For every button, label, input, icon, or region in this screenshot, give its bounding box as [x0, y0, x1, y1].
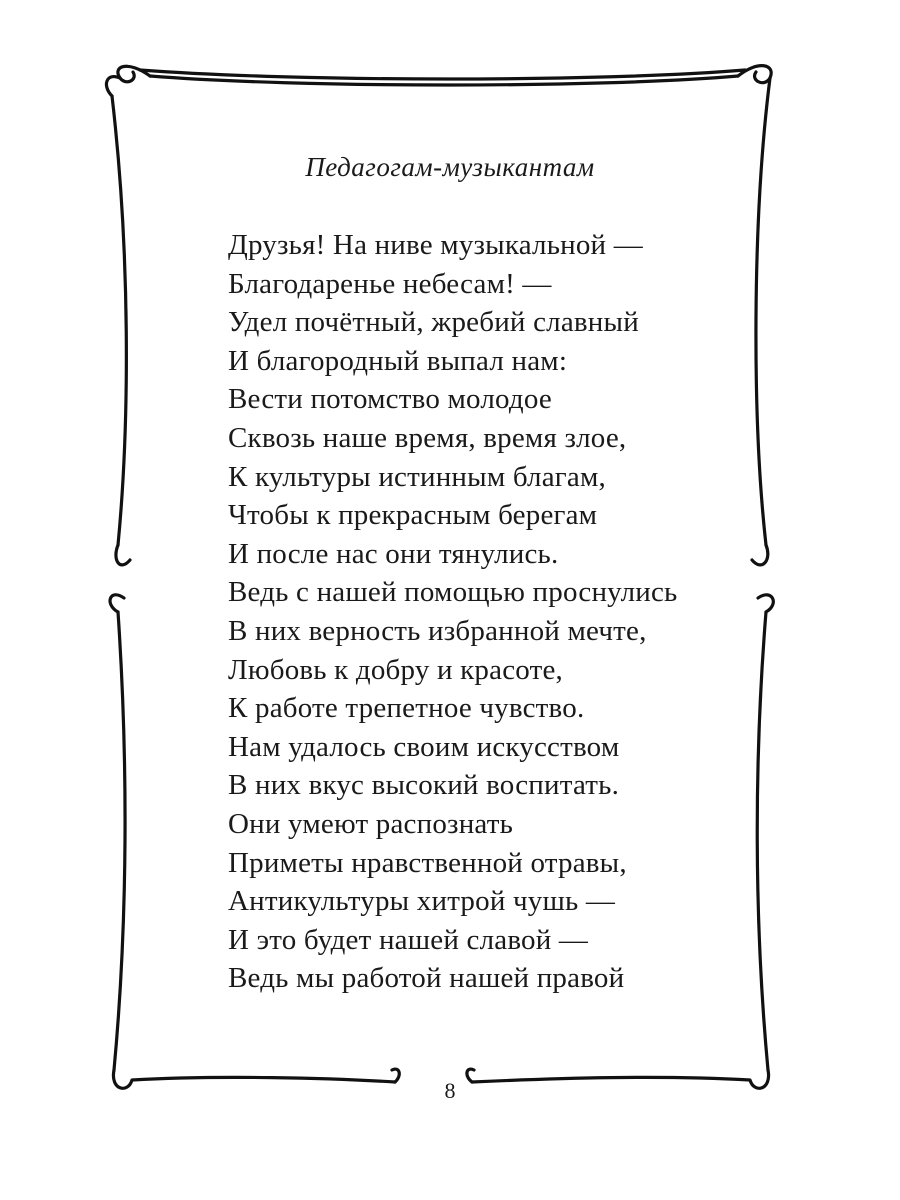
poem-line: Чтобы к прекрасным берегам: [228, 499, 598, 532]
poem-line: В них верность избранной мечте,: [228, 614, 647, 647]
flourish-top-left: [118, 66, 150, 81]
border-left-lower: [114, 612, 125, 1070]
flourish-top-left-2: [106, 77, 120, 96]
border-right-lower: [757, 612, 768, 1070]
poem-line: И это будет нашей славой —: [228, 923, 589, 956]
poem-line: Друзья! На ниве музыкальной —: [228, 229, 643, 261]
poem-line: Вести потомство молодое: [228, 383, 552, 416]
poem-line: Ведь мы работой нашей правой: [228, 962, 625, 995]
flourish-right-mid-top: [752, 545, 768, 565]
page-number: 8: [444, 1078, 456, 1103]
flourish-right-mid-bottom: [758, 595, 773, 612]
poem-line: Ведь с нашей помощью проснулись: [228, 576, 678, 609]
poem-line: И благородный выпал нам:: [228, 344, 568, 377]
border-top: [140, 70, 745, 79]
poem-line: В них вкус высокий воспитать.: [228, 769, 620, 802]
poem-line: И после нас они тянулись.: [228, 537, 559, 570]
flourish-top-right: [738, 66, 771, 83]
poem-body: [228, 226, 677, 998]
poem-title: Педагогам-музыкантам: [305, 152, 595, 182]
poem-line: Нам удалось своим искусством: [228, 730, 620, 763]
poem-line: Благодаренье небесам! —: [228, 267, 552, 300]
poem-line: Сквозь наше время, время злое,: [228, 421, 627, 454]
poem-line: Они умеют распознать: [228, 807, 514, 840]
border-right-upper: [756, 78, 770, 545]
poem-line: Антикультуры хитрой чушь —: [228, 885, 616, 918]
poem-line: Удел почётный, жребий славный: [228, 306, 639, 339]
flourish-left-mid-bottom: [110, 595, 124, 612]
poem-line: К культуры истинным благам,: [228, 460, 606, 493]
flourish-left-mid-top: [116, 545, 130, 565]
poem-line: Любовь к добру и красоте,: [228, 653, 563, 686]
poem-line: Приметы нравственной отравы,: [228, 846, 627, 879]
poem-line: К работе трепетное чувство.: [228, 692, 585, 725]
